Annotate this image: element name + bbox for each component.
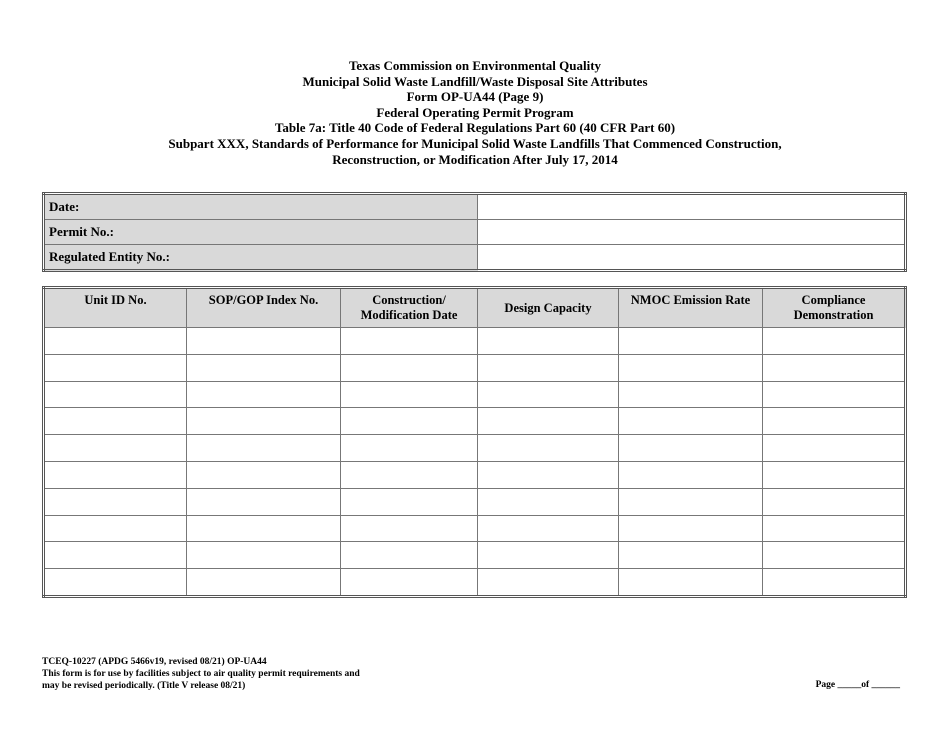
table-cell-construction-date[interactable]	[341, 542, 478, 569]
column-header-unit-id	[44, 288, 187, 328]
permit-no-label: Permit No.:	[44, 220, 478, 245]
permit-row	[44, 220, 906, 245]
table-cell-design-capacity[interactable]	[478, 408, 619, 435]
column-header-text: Compliance	[801, 293, 866, 307]
table-row	[44, 408, 906, 435]
table-cell-nmoc-emission-rate[interactable]	[619, 488, 763, 515]
table-cell-sop-gop-index[interactable]	[187, 408, 341, 435]
table-cell-design-capacity[interactable]	[478, 515, 619, 542]
date-row	[44, 194, 906, 220]
table-cell-construction-date[interactable]	[341, 328, 478, 355]
table-cell-design-capacity[interactable]	[478, 542, 619, 569]
table-cell-nmoc-emission-rate[interactable]	[619, 354, 763, 381]
column-header-design-capacity	[478, 288, 619, 328]
table-cell-compliance-demonstration[interactable]	[763, 488, 906, 515]
table-cell-construction-date[interactable]	[341, 354, 478, 381]
table-row	[44, 461, 906, 488]
header-program: Federal Operating Permit Program	[376, 104, 574, 120]
table-cell-unit-id[interactable]	[44, 408, 187, 435]
table-row	[44, 569, 906, 597]
table-cell-sop-gop-index[interactable]	[187, 488, 341, 515]
table-header-row	[44, 288, 906, 328]
table-row	[44, 328, 906, 355]
column-header-text: Demonstration	[793, 308, 874, 322]
table-row	[44, 354, 906, 381]
table-cell-design-capacity[interactable]	[478, 569, 619, 597]
table-cell-nmoc-emission-rate[interactable]	[619, 461, 763, 488]
table-cell-nmoc-emission-rate[interactable]	[619, 435, 763, 462]
table-cell-design-capacity[interactable]	[478, 435, 619, 462]
column-header-sop-gop-index	[187, 288, 341, 328]
table-cell-sop-gop-index[interactable]	[187, 542, 341, 569]
table-cell-sop-gop-index[interactable]	[187, 435, 341, 462]
permit-info-table	[42, 192, 907, 272]
date-label: Date:	[44, 194, 478, 220]
regulated-entity-field[interactable]	[478, 245, 906, 271]
table-cell-compliance-demonstration[interactable]	[763, 408, 906, 435]
table-cell-sop-gop-index[interactable]	[187, 461, 341, 488]
table-cell-compliance-demonstration[interactable]	[763, 435, 906, 462]
table-cell-compliance-demonstration[interactable]	[763, 569, 906, 597]
header-form-subject: Municipal Solid Waste Landfill/Waste Disposal Site Attributes	[302, 73, 648, 89]
form-footer	[42, 656, 360, 692]
table-cell-compliance-demonstration[interactable]	[763, 461, 906, 488]
column-header-nmoc-emission-rate	[619, 288, 763, 328]
table-cell-unit-id[interactable]	[44, 488, 187, 515]
table-cell-design-capacity[interactable]	[478, 354, 619, 381]
table-cell-compliance-demonstration[interactable]	[763, 381, 906, 408]
table-cell-compliance-demonstration[interactable]	[763, 328, 906, 355]
table-row	[44, 542, 906, 569]
column-header-text: Unit ID No.	[84, 293, 147, 307]
table-cell-unit-id[interactable]	[44, 515, 187, 542]
table-cell-nmoc-emission-rate[interactable]	[619, 542, 763, 569]
table-cell-construction-date[interactable]	[341, 569, 478, 597]
attributes-table	[42, 286, 907, 598]
table-cell-construction-date[interactable]	[341, 435, 478, 462]
table-row	[44, 515, 906, 542]
table-cell-compliance-demonstration[interactable]	[763, 542, 906, 569]
form-header	[0, 58, 950, 167]
table-row	[44, 435, 906, 462]
table-cell-sop-gop-index[interactable]	[187, 381, 341, 408]
table-cell-unit-id[interactable]	[44, 569, 187, 597]
page-number: Page _____of ______	[815, 680, 900, 690]
column-header-text: SOP/GOP Index No.	[208, 293, 319, 307]
table-cell-nmoc-emission-rate[interactable]	[619, 328, 763, 355]
header-table-title: Table 7a: Title 40 Code of Federal Regulations Part 60 (40 CFR Part 60)	[274, 120, 676, 136]
table-cell-sop-gop-index[interactable]	[187, 328, 341, 355]
column-header-construction-date	[341, 288, 478, 328]
entity-row	[44, 245, 906, 271]
table-cell-unit-id[interactable]	[44, 542, 187, 569]
table-row	[44, 488, 906, 515]
table-cell-unit-id[interactable]	[44, 435, 187, 462]
header-form-number: Form OP-UA44 (Page 9)	[406, 89, 544, 105]
table-cell-nmoc-emission-rate[interactable]	[619, 408, 763, 435]
column-header-text: Modification Date	[360, 308, 458, 322]
table-cell-design-capacity[interactable]	[478, 328, 619, 355]
footer-usage-note-1: This form is for use by facilities subject to air quality permit requirements and	[42, 669, 360, 679]
footer-usage-note-2: may be revised periodically. (Title V release 08/21)	[42, 681, 246, 691]
table-cell-construction-date[interactable]	[341, 408, 478, 435]
table-cell-design-capacity[interactable]	[478, 488, 619, 515]
date-field[interactable]	[478, 194, 906, 220]
table-cell-design-capacity[interactable]	[478, 381, 619, 408]
header-subpart-line2: Reconstruction, or Modification After July 17, 2014	[332, 151, 618, 167]
regulated-entity-label: Regulated Entity No.:	[44, 245, 478, 271]
table-cell-unit-id[interactable]	[44, 381, 187, 408]
column-header-compliance-demonstration	[763, 288, 906, 328]
table-cell-construction-date[interactable]	[341, 488, 478, 515]
column-header-text: Construction/	[372, 293, 446, 307]
table-cell-compliance-demonstration[interactable]	[763, 515, 906, 542]
table-cell-construction-date[interactable]	[341, 515, 478, 542]
table-cell-unit-id[interactable]	[44, 461, 187, 488]
table-cell-nmoc-emission-rate[interactable]	[619, 381, 763, 408]
footer-form-id: TCEQ-10227 (APDG 5466v19, revised 08/21) OP-UA44	[42, 657, 267, 667]
table-cell-sop-gop-index[interactable]	[187, 569, 341, 597]
table-cell-construction-date[interactable]	[341, 381, 478, 408]
table-cell-unit-id[interactable]	[44, 354, 187, 381]
header-agency: Texas Commission on Environmental Quality	[348, 58, 602, 73]
table-cell-sop-gop-index[interactable]	[187, 515, 341, 542]
table-cell-compliance-demonstration[interactable]	[763, 354, 906, 381]
table-cell-sop-gop-index[interactable]	[187, 354, 341, 381]
table-row	[44, 381, 906, 408]
column-header-text: NMOC Emission Rate	[630, 293, 751, 307]
table-cell-nmoc-emission-rate[interactable]	[619, 569, 763, 597]
table-cell-design-capacity[interactable]	[478, 461, 619, 488]
table-body	[44, 328, 906, 597]
header-subpart-line1: Subpart XXX, Standards of Performance for Municipal Solid Waste Landfills That Commenced Construction,	[168, 135, 782, 151]
column-header-text: Design Capacity	[504, 300, 592, 315]
table-cell-nmoc-emission-rate[interactable]	[619, 515, 763, 542]
permit-no-field[interactable]	[478, 220, 906, 245]
table-cell-unit-id[interactable]	[44, 328, 187, 355]
table-cell-construction-date[interactable]	[341, 461, 478, 488]
